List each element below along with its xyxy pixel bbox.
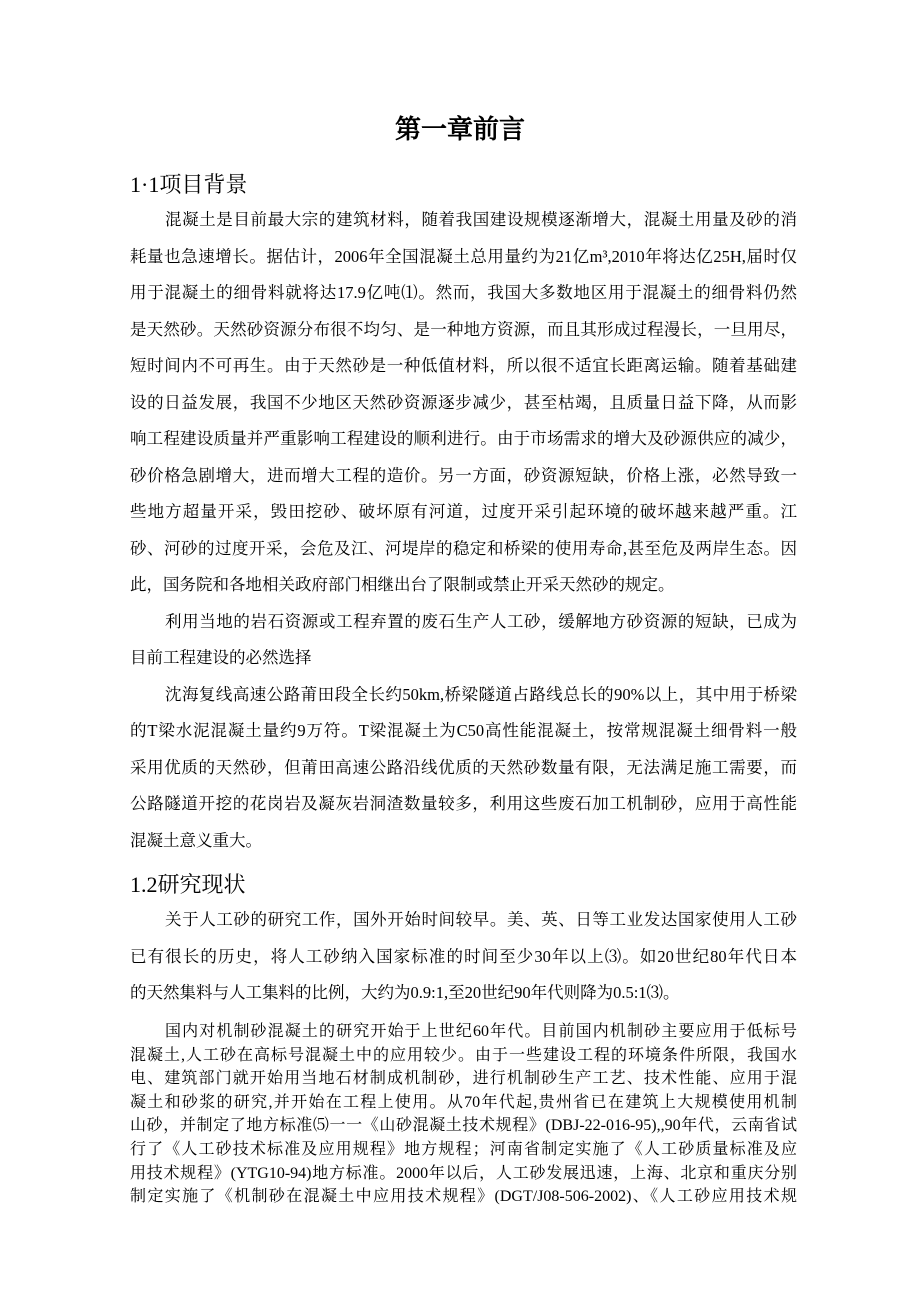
section-body-background <box>130 202 797 859</box>
paragraph-line: 设的日益发展，我国不少地区天然砂资源逐步减少，甚至枯竭，且质量日益下降，从而影 <box>130 392 797 412</box>
paragraph-line: 电、建筑部门就开始用当地石材制成机制砂，进行机制砂生产工艺、技术性能、应用于混 <box>130 1070 797 1088</box>
paragraph-line: 已有很长的历史，将人工砂纳入国家标准的时间至少30年以上⑶。如20世纪80年代日本 <box>130 946 797 966</box>
paragraph <box>130 604 797 677</box>
paragraph-line: 短时间内不可再生。由于天然砂是一种低值材料，所以很不适宜长距离运输。随着基础建 <box>130 356 797 375</box>
paragraph-line: 混凝土意义重大。 <box>130 830 262 850</box>
paragraph-line: 关于人工砂的研究工作，国外开始时间较早。美、英、日等工业发达国家使用人工砂 <box>165 910 797 929</box>
paragraph-line: 公路隧道开挖的花岗岩及凝灰岩洞渣数量较多，利用这些废石加工机制砂，应用于高性能 <box>130 794 797 813</box>
paragraph-line: 行了《人工砂技术标准及应用规程》地方规程；河南省制定实施了《人工砂质量标准及应 <box>130 1140 797 1158</box>
paragraph-line: 利用当地的岩石资源或工程弃置的废石生产人工砂，缓解地方砂资源的短缺，已成为 <box>165 611 797 631</box>
paragraph-line: 用于混凝土的细骨料就将达17.9亿吨⑴。然而，我国大多数地区用于混凝土的细骨料仍然 <box>130 283 797 302</box>
paragraph-line: 凝土和砂浆的研究,并开始在工程上使用。从70年代起,贵州省已在建筑上大规模使用机制 <box>130 1093 797 1111</box>
paragraph-line: 的天然集料与人工集料的比例，大约为0.9:1,至20世纪90年代则降为0.5:1⑶。 <box>130 983 680 1002</box>
section-heading-background: 1·1项目背景 <box>130 172 248 197</box>
section-heading-research-status: 1.2研究现状 <box>130 872 246 897</box>
paragraph-line: 山砂，并制定了地方标准⑸一一《山砂混凝土技术规程》(DBJ-22-016-95),,90年代，云南省试 <box>130 1117 797 1135</box>
section-body-research-status <box>130 902 797 1012</box>
paragraph-line: 混凝土是目前最大宗的建筑材料，随着我国建设规模逐渐增大，混凝土用量及砂的消 <box>165 210 797 229</box>
chapter-title: 第一章前言 <box>394 115 525 144</box>
paragraph-line: 响工程建设质量并严重影响工程建设的顺利进行。由于市场需求的增大及砂源供应的减少， <box>130 429 797 448</box>
paragraph-line: 目前工程建设的必然选择 <box>130 648 312 667</box>
paragraph <box>130 1020 797 1209</box>
paragraph-line: 制定实施了《机制砂在混凝土中应用技术规程》(DGT/J08-506-2002)、《人工砂应用技术规 <box>130 1188 797 1206</box>
paragraph-line: 用技术规程》(YTG10-94)地方标准。2000年以后，人工砂发展迅速，上海、北京和重庆分别 <box>130 1164 797 1182</box>
paragraph-line: 混凝土,人工砂在高标号混凝土中的应用较少。由于一些建设工程的环境条件所限，我国水 <box>130 1046 797 1064</box>
paragraph-line: 采用优质的天然砂，但莆田高速公路沿线优质的天然砂数量有限，无法满足施工需要，而 <box>130 757 797 777</box>
paragraph-line: 耗量也急速增长。据估计，2006年全国混凝土总用量约为21亿m³,2010年将达亿25H,届时仅 <box>130 246 797 266</box>
paragraph-line: 是天然砂。天然砂资源分布很不均匀、是一种地方资源，而且其形成过程漫长，一旦用尽， <box>130 319 797 339</box>
paragraph <box>130 677 797 860</box>
section-body-research-status-continued <box>130 1020 797 1209</box>
paragraph-line: 此，国务院和各地相关政府部门相继出台了限制或禁止开采天然砂的规定。 <box>130 575 675 594</box>
paragraph-line: 砂价格急剧增大，进而增大工程的造价。另一方面，砂资源短缺，价格上涨，必然导致一 <box>130 465 797 485</box>
paragraph <box>130 902 797 1012</box>
paragraph-line: 砂、河砂的过度开采，会危及江、河堤岸的稳定和桥梁的使用寿命,甚至危及两岸生态。因 <box>130 538 797 558</box>
paragraph-line: 国内对机制砂混凝土的研究开始于上世纪60年代。目前国内机制砂主要应用于低标号 <box>165 1023 797 1040</box>
paragraph-line: 的T梁水泥混凝土量约9万符。T梁混凝土为C50高性能混凝土，按常规混凝土细骨料一般 <box>130 721 797 740</box>
paragraph-line: 沈海复线高速公路莆田段全长约50km,桥梁隧道占路线总长的90%以上，其中用于桥梁 <box>165 684 797 704</box>
paragraph <box>130 202 797 604</box>
paragraph-line: 些地方超量开采，毁田挖砂、破坏原有河道，过度开采引起环境的破坏越来越严重。江 <box>130 502 797 521</box>
